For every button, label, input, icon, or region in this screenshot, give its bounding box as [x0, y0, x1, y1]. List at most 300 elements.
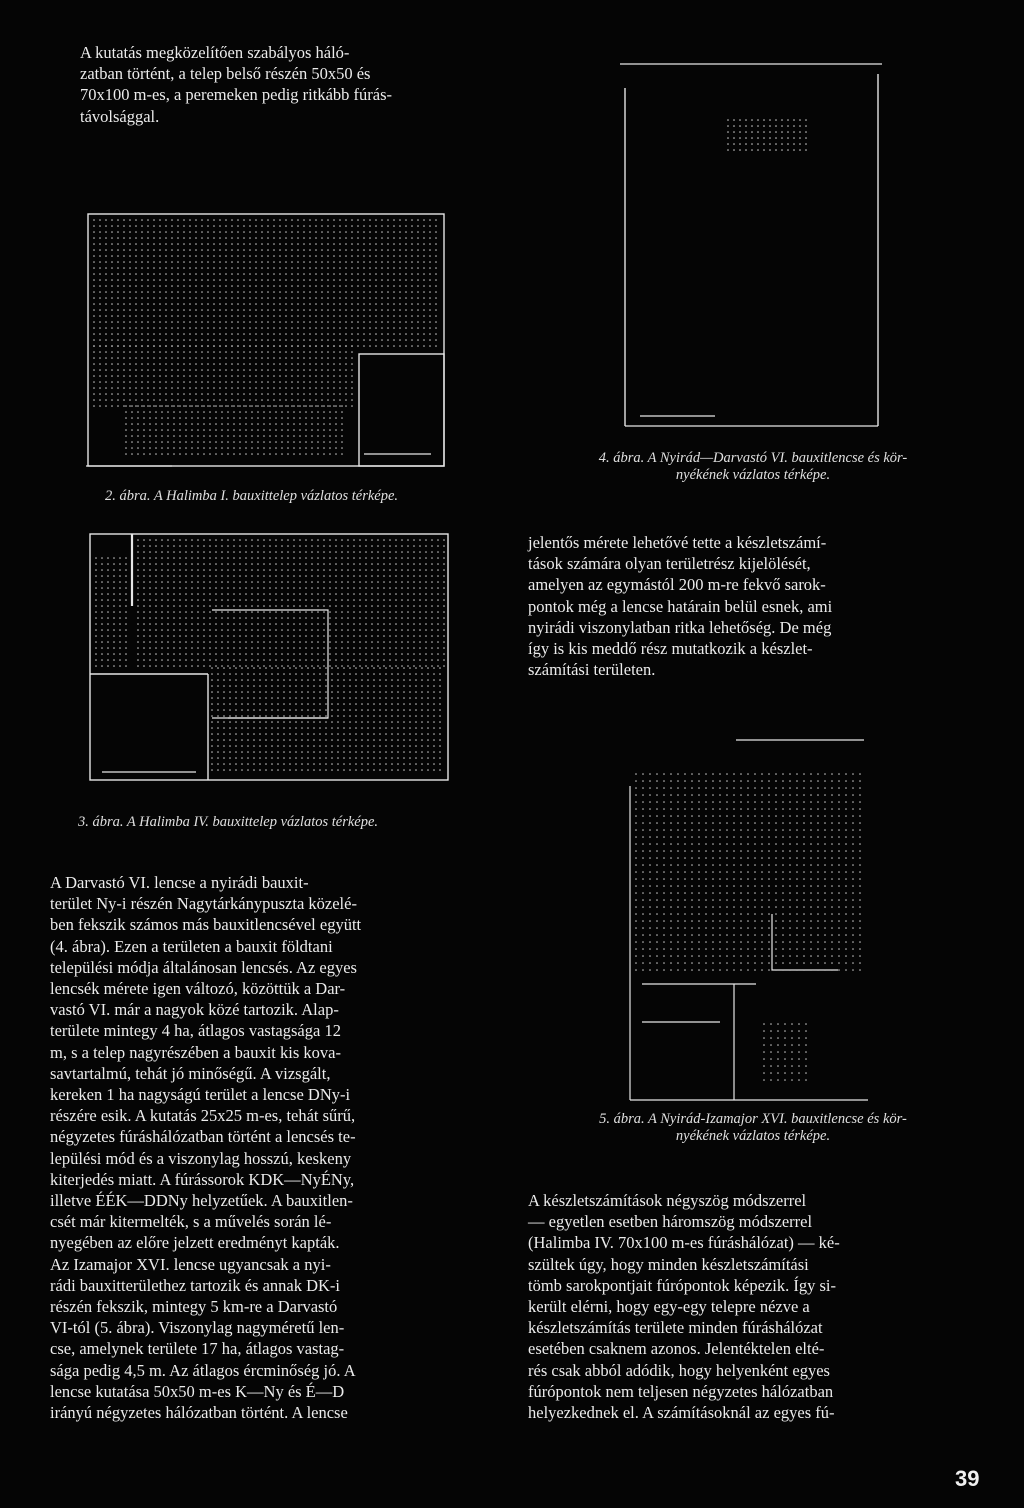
borehole-dot [339, 237, 341, 239]
borehole-dot [331, 703, 333, 705]
borehole-dot [361, 769, 363, 771]
borehole-dot [159, 405, 161, 407]
borehole-dot [649, 857, 651, 859]
borehole-dot [413, 593, 415, 595]
borehole-dot [425, 539, 427, 541]
borehole-dot [141, 387, 143, 389]
borehole-dot [363, 339, 365, 341]
borehole-dot [824, 794, 826, 796]
borehole-dot [311, 653, 313, 655]
borehole-dot [185, 411, 187, 413]
borehole-dot [299, 423, 301, 425]
borehole-dot [101, 641, 103, 643]
borehole-dot [313, 721, 315, 723]
borehole-dot [269, 665, 271, 667]
borehole-dot [179, 453, 181, 455]
borehole-dot [411, 327, 413, 329]
borehole-dot [225, 321, 227, 323]
borehole-dot [712, 878, 714, 880]
borehole-dot [745, 131, 747, 133]
borehole-dot [161, 557, 163, 559]
borehole-dot [439, 697, 441, 699]
borehole-dot [153, 255, 155, 257]
borehole-dot [249, 255, 251, 257]
borehole-dot [291, 375, 293, 377]
borehole-dot [359, 617, 361, 619]
borehole-dot [747, 892, 749, 894]
borehole-dot [775, 871, 777, 873]
borehole-dot [135, 255, 137, 257]
borehole-dot [225, 249, 227, 251]
borehole-dot [295, 763, 297, 765]
borehole-dot [329, 635, 331, 637]
borehole-dot [698, 822, 700, 824]
borehole-dot [185, 453, 187, 455]
borehole-dot [353, 605, 355, 607]
borehole-dot [726, 892, 728, 894]
borehole-dot [663, 836, 665, 838]
borehole-dot [789, 850, 791, 852]
borehole-dot [297, 393, 299, 395]
borehole-dot [269, 593, 271, 595]
borehole-dot [329, 665, 331, 667]
borehole-dot [197, 429, 199, 431]
borehole-dot [195, 231, 197, 233]
borehole-dot [237, 387, 239, 389]
borehole-dot [419, 599, 421, 601]
borehole-dot [281, 453, 283, 455]
borehole-dot [185, 545, 187, 547]
borehole-dot [747, 801, 749, 803]
borehole-dot [859, 906, 861, 908]
borehole-dot [271, 697, 273, 699]
borehole-dot [383, 575, 385, 577]
borehole-dot [119, 587, 121, 589]
borehole-dot [111, 327, 113, 329]
borehole-dot [185, 605, 187, 607]
borehole-dot [768, 871, 770, 873]
borehole-dot [796, 773, 798, 775]
borehole-dot [353, 593, 355, 595]
borehole-dot [107, 575, 109, 577]
borehole-dot [99, 387, 101, 389]
borehole-dot [221, 617, 223, 619]
borehole-dot [301, 685, 303, 687]
borehole-dot [439, 715, 441, 717]
borehole-dot [325, 703, 327, 705]
borehole-dot [233, 447, 235, 449]
borehole-dot [305, 417, 307, 419]
borehole-dot [363, 297, 365, 299]
borehole-dot [275, 653, 277, 655]
borehole-dot [203, 593, 205, 595]
borehole-dot [255, 321, 257, 323]
borehole-dot [125, 623, 127, 625]
borehole-dot [231, 249, 233, 251]
borehole-dot [223, 679, 225, 681]
borehole-dot [155, 617, 157, 619]
borehole-dot [135, 339, 137, 341]
borehole-dot [285, 333, 287, 335]
borehole-dot [287, 635, 289, 637]
borehole-dot [95, 665, 97, 667]
borehole-dot [311, 569, 313, 571]
borehole-dot [817, 843, 819, 845]
borehole-dot [337, 739, 339, 741]
borehole-dot [239, 611, 241, 613]
borehole-dot [782, 920, 784, 922]
borehole-dot [768, 927, 770, 929]
borehole-dot [838, 906, 840, 908]
borehole-dot [141, 231, 143, 233]
borehole-dot [213, 231, 215, 233]
borehole-dot [143, 641, 145, 643]
borehole-dot [161, 623, 163, 625]
borehole-dot [291, 303, 293, 305]
borehole-dot [351, 273, 353, 275]
borehole-dot [123, 339, 125, 341]
borehole-dot [219, 357, 221, 359]
borehole-dot [425, 623, 427, 625]
borehole-dot [305, 411, 307, 413]
borehole-dot [247, 679, 249, 681]
borehole-dot [405, 231, 407, 233]
borehole-dot [437, 617, 439, 619]
borehole-dot [427, 769, 429, 771]
borehole-dot [257, 665, 259, 667]
borehole-dot [143, 659, 145, 661]
borehole-dot [195, 363, 197, 365]
borehole-dot [309, 237, 311, 239]
borehole-dot [275, 581, 277, 583]
borehole-dot [684, 941, 686, 943]
borehole-dot [377, 611, 379, 613]
borehole-dot [365, 635, 367, 637]
borehole-dot [782, 941, 784, 943]
borehole-dot [183, 387, 185, 389]
borehole-dot [143, 599, 145, 601]
borehole-dot [383, 629, 385, 631]
borehole-dot [353, 599, 355, 601]
borehole-dot [267, 351, 269, 353]
borehole-dot [281, 545, 283, 547]
borehole-dot [125, 563, 127, 565]
borehole-dot [155, 599, 157, 601]
borehole-dot [691, 815, 693, 817]
borehole-dot [235, 703, 237, 705]
borehole-dot [431, 599, 433, 601]
borehole-dot [754, 822, 756, 824]
borehole-dot [191, 411, 193, 413]
borehole-dot [225, 255, 227, 257]
borehole-dot [221, 447, 223, 449]
borehole-dot [365, 557, 367, 559]
borehole-dot [363, 279, 365, 281]
borehole-dot [323, 551, 325, 553]
borehole-dot [443, 665, 445, 667]
borehole-dot [95, 635, 97, 637]
borehole-dot [663, 892, 665, 894]
borehole-dot [165, 345, 167, 347]
borehole-dot [433, 769, 435, 771]
borehole-dot [810, 892, 812, 894]
borehole-dot [173, 545, 175, 547]
borehole-dot [325, 679, 327, 681]
borehole-dot [670, 794, 672, 796]
borehole-dot [339, 297, 341, 299]
borehole-dot [301, 673, 303, 675]
borehole-dot [171, 387, 173, 389]
borehole-dot [135, 363, 137, 365]
borehole-dot [269, 641, 271, 643]
borehole-dot [195, 333, 197, 335]
borehole-dot [642, 871, 644, 873]
borehole-dot [123, 405, 125, 407]
borehole-dot [223, 769, 225, 771]
borehole-dot [141, 405, 143, 407]
borehole-dot [219, 249, 221, 251]
borehole-dot [754, 871, 756, 873]
borehole-dot [385, 757, 387, 759]
borehole-dot [227, 641, 229, 643]
borehole-dot [105, 285, 107, 287]
borehole-dot [407, 605, 409, 607]
borehole-dot [409, 691, 411, 693]
borehole-dot [257, 551, 259, 553]
borehole-dot [261, 321, 263, 323]
borehole-dot [381, 231, 383, 233]
borehole-dot [99, 327, 101, 329]
borehole-dot [377, 575, 379, 577]
borehole-dot [211, 667, 213, 669]
borehole-dot [315, 225, 317, 227]
borehole-dot [179, 551, 181, 553]
borehole-dot [203, 623, 205, 625]
borehole-dot [311, 593, 313, 595]
borehole-dot [239, 435, 241, 437]
borehole-dot [365, 659, 367, 661]
borehole-dot [221, 435, 223, 437]
borehole-dot [845, 857, 847, 859]
borehole-dot [93, 351, 95, 353]
borehole-dot [161, 405, 163, 407]
borehole-dot [149, 563, 151, 565]
borehole-dot [171, 255, 173, 257]
borehole-dot [135, 381, 137, 383]
borehole-dot [349, 733, 351, 735]
borehole-dot [219, 321, 221, 323]
borehole-dot [197, 423, 199, 425]
borehole-dot [437, 539, 439, 541]
borehole-dot [305, 581, 307, 583]
borehole-dot [429, 225, 431, 227]
borehole-dot [95, 599, 97, 601]
borehole-dot [391, 751, 393, 753]
borehole-dot [345, 357, 347, 359]
borehole-dot [281, 647, 283, 649]
borehole-dot [677, 948, 679, 950]
borehole-dot [719, 885, 721, 887]
borehole-dot [327, 363, 329, 365]
borehole-dot [649, 920, 651, 922]
borehole-dot [305, 647, 307, 649]
borehole-dot [401, 629, 403, 631]
borehole-dot [375, 327, 377, 329]
borehole-dot [357, 333, 359, 335]
borehole-dot [345, 339, 347, 341]
borehole-dot [698, 885, 700, 887]
borehole-dot [339, 405, 341, 407]
borehole-dot [273, 333, 275, 335]
borehole-dot [105, 357, 107, 359]
borehole-dot [303, 357, 305, 359]
borehole-dot [293, 611, 295, 613]
borehole-dot [341, 587, 343, 589]
borehole-dot [239, 441, 241, 443]
borehole-dot [297, 363, 299, 365]
borehole-dot [393, 309, 395, 311]
borehole-dot [197, 551, 199, 553]
borehole-dot [93, 381, 95, 383]
borehole-dot [243, 357, 245, 359]
borehole-dot [339, 357, 341, 359]
borehole-dot [277, 715, 279, 717]
borehole-dot [177, 387, 179, 389]
borehole-dot [203, 417, 205, 419]
borehole-dot [405, 255, 407, 257]
borehole-dot [249, 375, 251, 377]
borehole-dot [195, 279, 197, 281]
borehole-dot [221, 539, 223, 541]
borehole-dot [251, 557, 253, 559]
borehole-dot [642, 829, 644, 831]
borehole-dot [159, 333, 161, 335]
borehole-dot [831, 920, 833, 922]
borehole-dot [761, 906, 763, 908]
borehole-dot [357, 279, 359, 281]
borehole-dot [423, 339, 425, 341]
borehole-dot [677, 794, 679, 796]
borehole-dot [443, 647, 445, 649]
borehole-dot [656, 857, 658, 859]
borehole-dot [397, 673, 399, 675]
borehole-dot [357, 321, 359, 323]
borehole-dot [293, 405, 295, 407]
borehole-dot [301, 745, 303, 747]
borehole-dot [237, 285, 239, 287]
borehole-dot [303, 321, 305, 323]
borehole-dot [443, 551, 445, 553]
borehole-dot [387, 333, 389, 335]
borehole-dot [419, 623, 421, 625]
borehole-dot [747, 808, 749, 810]
borehole-dot [299, 453, 301, 455]
borehole-dot [287, 423, 289, 425]
borehole-dot [149, 575, 151, 577]
borehole-dot [329, 641, 331, 643]
borehole-dot [677, 871, 679, 873]
borehole-dot [409, 727, 411, 729]
borehole-dot [733, 850, 735, 852]
borehole-dot [173, 599, 175, 601]
borehole-dot [407, 617, 409, 619]
figure-4-caption [528, 450, 978, 484]
borehole-dot [261, 345, 263, 347]
borehole-dot [171, 285, 173, 287]
borehole-dot [803, 878, 805, 880]
borehole-dot [719, 815, 721, 817]
borehole-dot [271, 673, 273, 675]
borehole-dot [267, 321, 269, 323]
borehole-dot [273, 255, 275, 257]
borehole-dot [345, 225, 347, 227]
borehole-dot [233, 453, 235, 455]
borehole-dot [93, 279, 95, 281]
borehole-dot [740, 913, 742, 915]
borehole-dot [345, 369, 347, 371]
borehole-dot [417, 339, 419, 341]
borehole-dot [677, 780, 679, 782]
borehole-dot [113, 593, 115, 595]
borehole-dot [369, 261, 371, 263]
borehole-dot [733, 885, 735, 887]
borehole-dot [351, 351, 353, 353]
borehole-dot [173, 605, 175, 607]
borehole-dot [817, 815, 819, 817]
borehole-dot [303, 231, 305, 233]
borehole-dot [775, 878, 777, 880]
borehole-dot [189, 225, 191, 227]
borehole-dot [179, 435, 181, 437]
borehole-dot [227, 653, 229, 655]
borehole-dot [287, 557, 289, 559]
borehole-dot [247, 733, 249, 735]
borehole-dot [245, 659, 247, 661]
borehole-dot [255, 375, 257, 377]
borehole-dot [117, 351, 119, 353]
borehole-dot [642, 913, 644, 915]
borehole-dot [642, 801, 644, 803]
borehole-dot [125, 557, 127, 559]
borehole-dot [285, 399, 287, 401]
borehole-dot [245, 653, 247, 655]
borehole-dot [269, 539, 271, 541]
borehole-dot [429, 273, 431, 275]
borehole-dot [852, 934, 854, 936]
borehole-dot [211, 745, 213, 747]
borehole-dot [369, 273, 371, 275]
borehole-dot [419, 617, 421, 619]
borehole-dot [417, 219, 419, 221]
borehole-dot [359, 641, 361, 643]
borehole-dot [429, 339, 431, 341]
borehole-dot [311, 551, 313, 553]
borehole-dot [740, 808, 742, 810]
borehole-dot [663, 780, 665, 782]
borehole-dot [817, 836, 819, 838]
borehole-dot [705, 773, 707, 775]
borehole-dot [289, 673, 291, 675]
borehole-dot [269, 653, 271, 655]
borehole-dot [831, 815, 833, 817]
borehole-dot [251, 569, 253, 571]
borehole-dot [377, 587, 379, 589]
borehole-dot [397, 739, 399, 741]
borehole-dot [323, 411, 325, 413]
borehole-dot [317, 587, 319, 589]
borehole-dot [726, 850, 728, 852]
borehole-dot [125, 417, 127, 419]
